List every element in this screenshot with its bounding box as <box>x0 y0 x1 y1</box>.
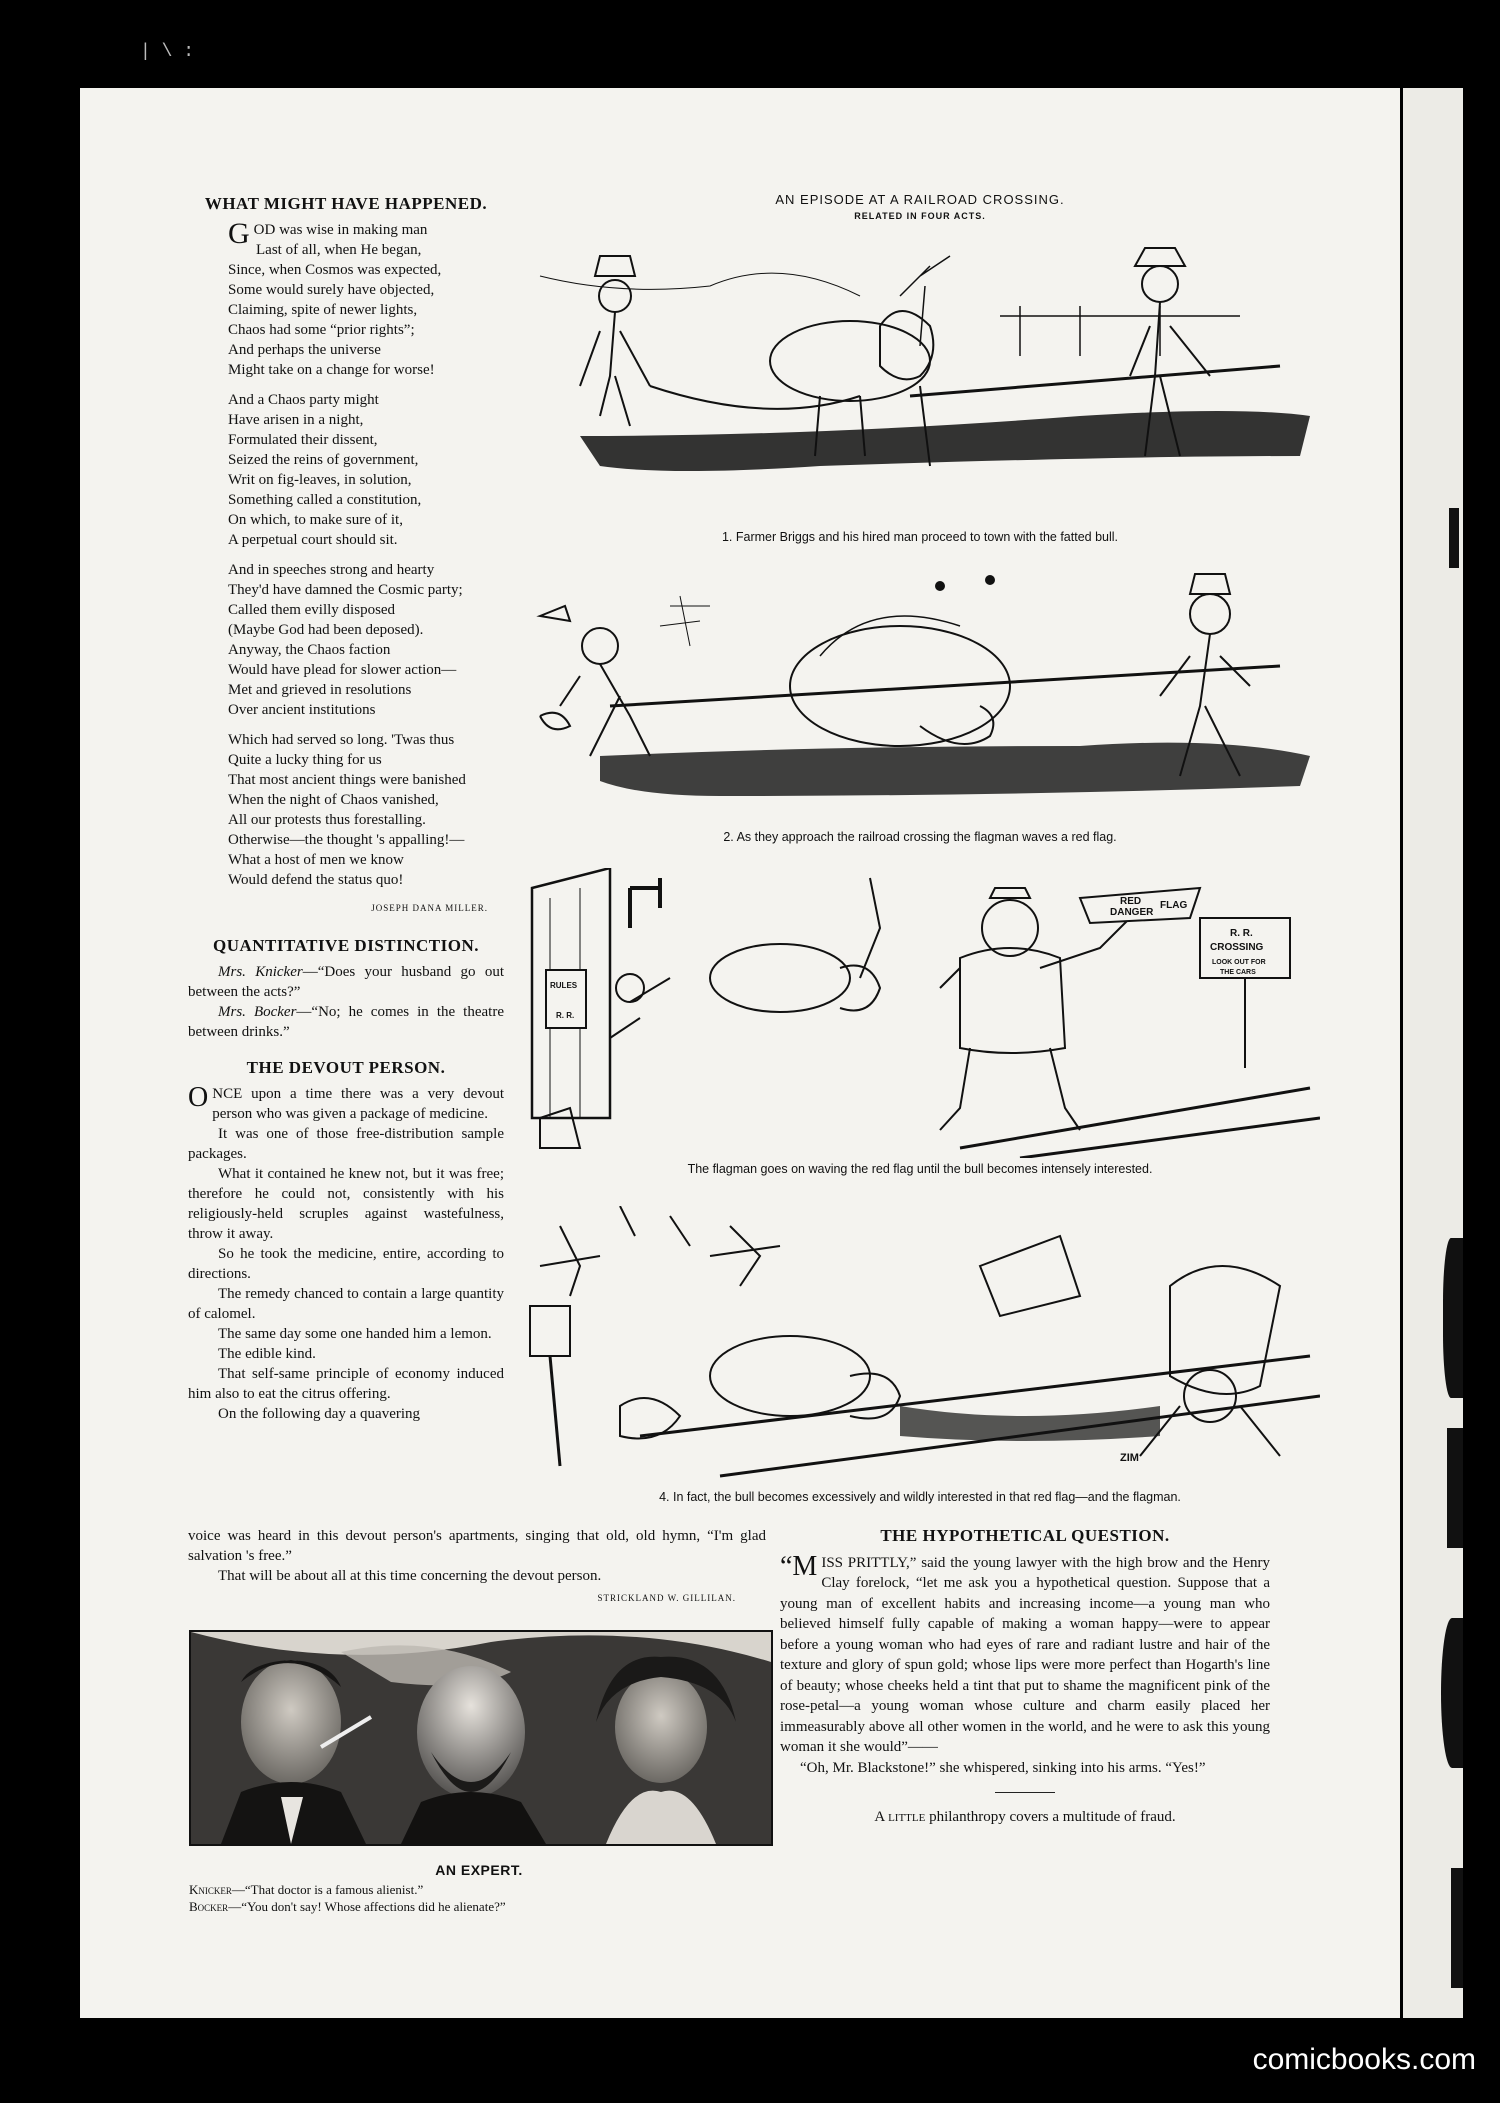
poem-line: What a host of men we know <box>228 852 404 868</box>
poem-line: Some would surely have objected, <box>228 282 435 298</box>
poem-line: All our protests thus forestalling. <box>228 812 426 828</box>
devout-dropcap: O <box>188 1082 209 1113</box>
panel-4-drawing <box>520 1206 1320 1486</box>
devout-para <box>188 1084 504 1124</box>
poem-line: Writ on fig-leaves, in solution, <box>228 472 412 488</box>
speaker-name: Mrs. Bocker <box>218 1004 297 1020</box>
artist-signature: ZIM <box>1120 1452 1139 1464</box>
quant-line <box>188 962 504 1002</box>
devout-para: The edible kind. <box>218 1346 316 1362</box>
site-watermark: comicbooks.com <box>1252 2043 1476 2076</box>
poem-stanza <box>188 217 504 380</box>
cartoon-panel-3 <box>520 868 1320 1176</box>
quant-text: —“Does your husband go out between the acts?” <box>188 964 504 1000</box>
poem-line: Met and grieved in resolutions <box>228 682 412 698</box>
poem-line: Something called a constitution, <box>228 492 422 508</box>
hypo-section <box>780 1526 1270 1828</box>
devout-para: voice was heard in this devout person's apartments, singing that old, old hymn, “I'm glad salvation 's free.” <box>188 1528 766 1564</box>
devout-para: What it contained he knew not, but it was free; therefore he could not, consistently with his religiously-held scruples against wastefulness, throw it away. <box>188 1166 504 1242</box>
panel-caption: 4. In fact, the bull becomes excessively and wildly interested in that red flag—and the flagman. <box>659 1490 1181 1504</box>
divider <box>995 1792 1055 1793</box>
poem-stanza <box>188 390 504 550</box>
poem-line: Which had served so long. 'Twas thus <box>228 732 455 748</box>
devout-para: So he took the medicine, entire, according to directions. <box>188 1246 504 1282</box>
devout-text: NCE upon a time there was a very devout person who was given a package of medicine. <box>212 1086 504 1122</box>
poem-line: Might take on a change for worse! <box>228 362 435 378</box>
poem-line: (Maybe God had been deposed). <box>228 622 424 638</box>
devout-para: The remedy chanced to contain a large quantity of calomel. <box>188 1286 504 1322</box>
poem-line: When the night of Chaos vanished, <box>228 792 439 808</box>
film-edge-marks: | \ : <box>140 42 195 62</box>
poem-line: That most ancient things were banished <box>228 772 466 788</box>
devout-para: The same day some one handed him a lemon. <box>218 1326 492 1342</box>
poem-author: JOSEPH DANA MILLER. <box>371 903 488 913</box>
devout-para: It was one of those free-distribution sample packages. <box>188 1126 504 1162</box>
poem-line: They'd have damned the Cosmic party; <box>228 582 463 598</box>
crossing-sign-text: CROSSING <box>1210 942 1264 953</box>
devout-section <box>188 1058 504 1424</box>
panel-3-drawing <box>520 868 1320 1158</box>
poem-line: Would have plead for slower action— <box>228 662 457 678</box>
hypo-title: THE HYPOTHETICAL QUESTION. <box>880 1526 1170 1545</box>
quant-title: QUANTITATIVE DISTINCTION. <box>213 936 479 955</box>
quant-line <box>188 1002 504 1042</box>
poem-line: Called them evilly disposed <box>228 602 396 618</box>
rules-sign-text: RULES <box>550 981 578 990</box>
expert-line <box>189 1881 769 1898</box>
crossing-sign-text: R. R. <box>1230 928 1253 939</box>
cartoon-subtitle: RELATED IN FOUR ACTS. <box>854 211 986 221</box>
poem-line: A perpetual court should sit. <box>228 532 398 548</box>
filler-smallcaps: A little <box>874 1809 926 1825</box>
cartoon-panel-2 <box>520 566 1320 844</box>
crossing-sign-text: THE CARS <box>1220 969 1256 976</box>
expert-photo-image <box>191 1632 771 1844</box>
hypo-dropcap: “M <box>780 1550 818 1582</box>
poem-line: Last of all, when He began, <box>256 242 422 258</box>
hypo-text: ISS PRITTLY,” said the young lawyer with the high brow and the Henry Clay forelock, “let me ask you a hypothetical question. Suppose that a young man of excellent habits and increasing income—a young man who believed himself fully capable of making a woman happy—were to appear before a young woman who had eyes of rare and radiant lustre and hair of the texture and glory of spun gold; whose lips were more perfect than Hogarth's line of beauty; whose cheeks held a tint that put to shame the magnificent pink of the rose-petal—a young woman whose culture and charm easily placed her immeasurably above all other women in the world, and he were to ask this young woman it she would”—— <box>780 1554 1270 1755</box>
panel-caption: 1. Farmer Briggs and his hired man proceed to town with the fatted bull. <box>721 530 1119 544</box>
flag-sign-text: FLAG <box>1160 900 1188 911</box>
speaker-name: Mrs. Knicker <box>218 964 303 980</box>
speaker-name: Bocker <box>189 1899 229 1914</box>
poem-line: And in speeches strong and hearty <box>228 562 435 578</box>
expert-photo <box>189 1630 773 1846</box>
next-page-edge <box>1403 88 1463 2018</box>
hypo-para <box>780 1550 1270 1758</box>
panel-caption: 2. As they approach the railroad crossing the flagman waves a red flag. <box>723 830 1117 844</box>
crossing-sign-text: LOOK OUT FOR <box>1212 959 1266 966</box>
devout-para: That self-same principle of economy induced him also to eat the citrus offering. <box>188 1366 504 1402</box>
poem-line: On which, to make sure of it, <box>228 512 403 528</box>
poem-line: Seized the reins of government, <box>228 452 419 468</box>
poem-section <box>188 194 504 918</box>
quant-section <box>188 936 504 1042</box>
expert-line <box>189 1898 769 1915</box>
poem-line: OD was wise in making man <box>253 222 428 238</box>
expert-text: —“You don't say! Whose affections did he alienate?” <box>228 1899 506 1914</box>
poem-line: Would defend the status quo! <box>228 872 404 888</box>
cartoon-header <box>520 192 1320 221</box>
devout-wide <box>188 1526 766 1608</box>
devout-title: THE DEVOUT PERSON. <box>246 1058 446 1077</box>
filler-line <box>780 1807 1270 1828</box>
flag-sign-text: DANGER <box>1110 907 1154 918</box>
panel-1-drawing <box>520 236 1320 526</box>
poem-line: Have arisen in a night, <box>228 412 364 428</box>
poem-dropcap: G <box>228 217 250 250</box>
expert-text: —“That doctor is a famous alienist.” <box>231 1882 424 1897</box>
poem-line: Claiming, spite of newer lights, <box>228 302 418 318</box>
poem-line: And perhaps the universe <box>228 342 381 358</box>
devout-author: STRICKLAND W. GILLILAN. <box>597 1593 736 1603</box>
expert-title: AN EXPERT. <box>435 1862 523 1878</box>
devout-para: On the following day a quavering <box>218 1406 421 1422</box>
poem-line: Anyway, the Chaos faction <box>228 642 391 658</box>
flag-sign-text: RED <box>1120 896 1142 907</box>
quant-text: —“No; he comes in the theatre between drinks.” <box>188 1004 504 1040</box>
poem-stanza <box>188 560 504 720</box>
cartoon-title: AN EPISODE AT A RAILROAD CROSSING. <box>775 192 1065 207</box>
devout-para: That will be about all at this time concerning the devout person. <box>218 1568 602 1584</box>
poem-line: Since, when Cosmos was expected, <box>228 262 442 278</box>
poem-line: Chaos had some “prior rights”; <box>228 322 415 338</box>
poem-line: Formulated their dissent, <box>228 432 378 448</box>
poem-line: Over ancient institutions <box>228 702 376 718</box>
expert-caption <box>189 1862 769 1915</box>
poem-line: And a Chaos party might <box>228 392 379 408</box>
panel-2-drawing <box>520 566 1320 826</box>
poem-line: Otherwise—the thought 's appalling!— <box>228 832 465 848</box>
left-column <box>188 194 504 1424</box>
cartoon-panel-1 <box>520 236 1320 544</box>
poem-title: WHAT MIGHT HAVE HAPPENED. <box>204 194 488 213</box>
panel-caption: The flagman goes on waving the red flag until the bull becomes intensely interested. <box>687 1162 1153 1176</box>
poem-line: Quite a lucky thing for us <box>228 752 382 768</box>
rules-sign-text: R. R. <box>556 1011 575 1020</box>
filler-text: philanthropy covers a multitude of fraud. <box>925 1809 1176 1825</box>
hypo-reply: “Oh, Mr. Blackstone!” she whispered, sinking into his arms. “Yes!” <box>800 1759 1206 1776</box>
poem-stanza <box>188 730 504 890</box>
speaker-name: Knicker <box>189 1882 232 1897</box>
cartoon-panel-4 <box>520 1206 1320 1504</box>
